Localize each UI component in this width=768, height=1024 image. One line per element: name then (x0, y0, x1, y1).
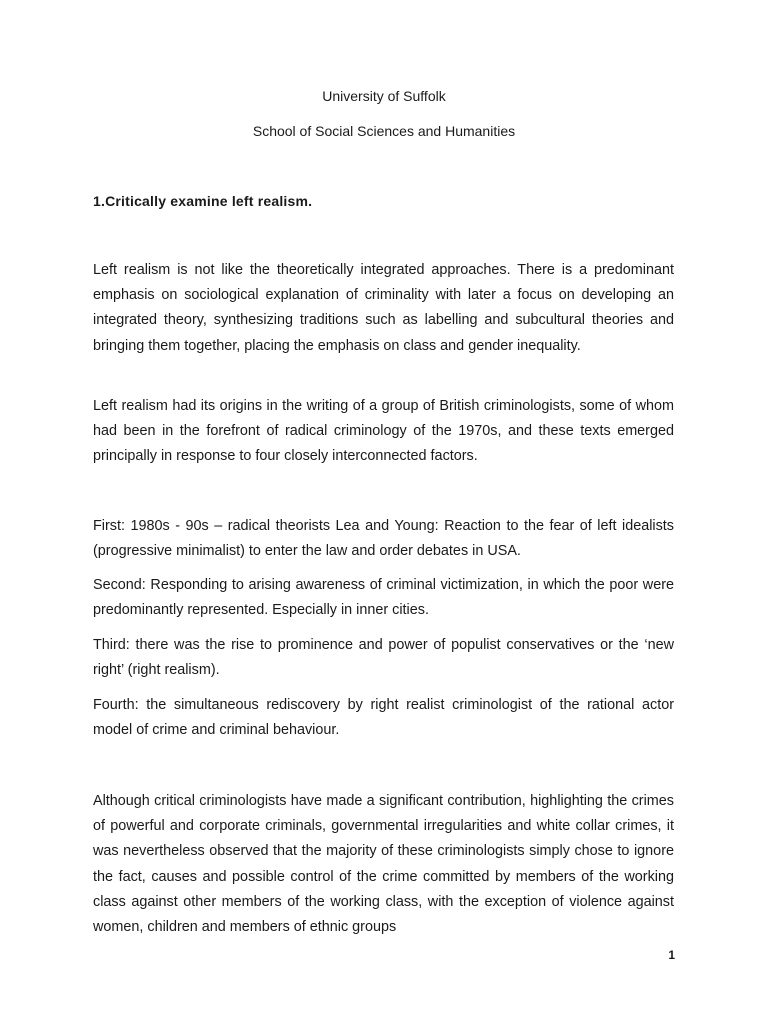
paragraph-first-factor: First: 1980s - 90s – radical theorists Lea and Young: Reaction to the fear of left idealists (progressive minimalist) to enter the law and order debates in USA. (93, 518, 674, 560)
paragraph-second-factor: Second: Responding to arising awareness of criminal victimization, in which the poor were predominantly represented. Especially in inner cities. (93, 577, 674, 619)
page-number: 1 (668, 948, 675, 962)
paragraph-intro: Left realism is not like the theoretically integrated approaches. There is a predominant emphasis on sociological explanation of criminality with later a focus on developing an integrated theory, synthesizing traditions such as labelling and subcultural theories and bringing them together, placing the emphasis on class and gender inequality. (93, 262, 674, 354)
paragraph-origins: Left realism had its origins in the writing of a group of British criminologists, some of whom had been in the forefront of radical criminology of the 1970s, and these texts emerged principally in response to four closely interconnected factors. (93, 398, 674, 465)
institution-name: University of Suffolk (322, 88, 446, 104)
school-name: School of Social Sciences and Humanities (252, 123, 516, 139)
paragraph-fourth-factor: Fourth: the simultaneous rediscovery by right realist criminologist of the rational actor model of crime and criminal behaviour. (93, 697, 674, 739)
question-heading: 1.Critically examine left realism. (93, 193, 313, 209)
paragraph-critical-criminologists: Although critical criminologists have made a significant contribution, highlighting the crimes of powerful and corporate criminals, governmental irregularities and white collar crimes, it was nevertheless observed that the majority of these criminologists simply chose to ignore the fact, causes and possible control of the crime committed by members of the working class against other members of the working class, with the exception of violence against women, children and members of ethnic groups (93, 793, 674, 936)
paragraph-third-factor: Third: there was the rise to prominence and power of populist conservatives or the ‘new right’ (right realism). (93, 637, 674, 679)
